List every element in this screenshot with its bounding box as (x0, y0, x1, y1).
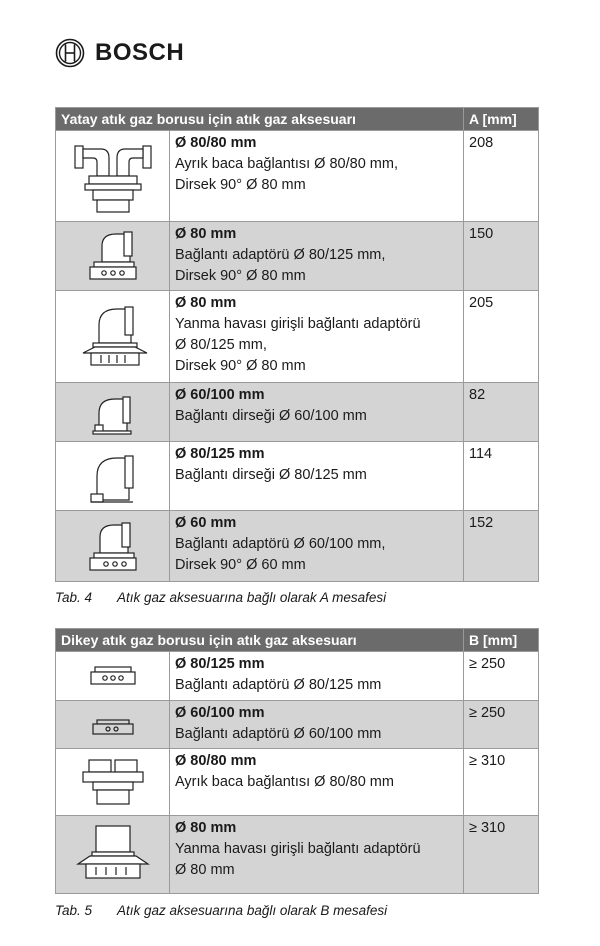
split-flue-connection-vertical-icon (73, 754, 153, 810)
table-row (56, 383, 539, 442)
row-description: Ayrık baca bağlantısı Ø 80/80 mm, Dirsek 90° Ø 80 mm (175, 156, 398, 193)
caption-text: Atık gaz aksesuarına bağlı olarak A mesafesi (117, 590, 387, 605)
table-row (56, 701, 539, 749)
row-value: 205 (464, 291, 539, 383)
table-row (56, 291, 539, 383)
row-description: Bağlantı dirseği Ø 60/100 mm (175, 408, 367, 424)
row-description: Bağlantı adaptörü Ø 80/125 mm (175, 677, 382, 693)
table-row (56, 816, 539, 894)
row-diameter: Ø 80/125 mm (175, 446, 265, 462)
table-vertical-accessories (55, 628, 539, 894)
split-flue-connection-icon (63, 136, 163, 216)
row-diameter: Ø 80 mm (175, 226, 237, 242)
row-description: Bağlantı adaptörü Ø 60/100 mm, Dirsek 90° Ø 60 mm (175, 536, 386, 573)
row-value: ≥ 250 (464, 701, 539, 749)
row-description: Bağlantı dirseği Ø 80/125 mm (175, 467, 367, 483)
bosch-armature-icon (55, 38, 85, 68)
row-diameter: Ø 60/100 mm (175, 387, 265, 403)
caption-label: Tab. 5 (55, 903, 93, 918)
connection-adapter-80-125-icon (83, 661, 143, 691)
table-row (56, 652, 539, 701)
row-value: 82 (464, 383, 539, 442)
row-value: 150 (464, 222, 539, 291)
table-header-value: B [mm] (464, 629, 539, 652)
row-value: ≥ 250 (464, 652, 539, 701)
table-caption (55, 903, 387, 918)
row-description: Yanma havası girişli bağlantı adaptörü Ø 80 mm (175, 841, 421, 878)
row-value: ≥ 310 (464, 749, 539, 816)
row-diameter: Ø 60 mm (175, 515, 237, 531)
row-diameter: Ø 80/125 mm (175, 656, 265, 672)
table-horizontal-accessories (55, 107, 539, 582)
caption-label: Tab. 4 (55, 590, 93, 605)
row-diameter: Ø 80 mm (175, 820, 237, 836)
table-header-value: A [mm] (464, 108, 539, 131)
connection-elbow-60-100-icon (83, 387, 143, 437)
air-intake-adapter-elbow-icon (73, 297, 153, 377)
row-diameter: Ø 80/80 mm (175, 135, 257, 151)
row-diameter: Ø 60/100 mm (175, 705, 265, 721)
row-value: ≥ 310 (464, 816, 539, 894)
row-description: Bağlantı adaptörü Ø 60/100 mm (175, 726, 382, 742)
brand-name: BOSCH (95, 39, 185, 66)
row-diameter: Ø 80 mm (175, 295, 237, 311)
brand-logo (55, 38, 184, 68)
row-value: 208 (464, 131, 539, 222)
table-row (56, 511, 539, 582)
table-row (56, 442, 539, 511)
row-value: 152 (464, 511, 539, 582)
caption-text: Atık gaz aksesuarına bağlı olarak B mesafesi (117, 903, 388, 918)
row-description: Yanma havası girişli bağlantı adaptörü Ø 80/125 mm, Dirsek 90° Ø 80 mm (175, 316, 421, 374)
table-header-description: Dikey atık gaz borusu için atık gaz aksesuarı (56, 629, 464, 652)
row-description: Bağlantı adaptörü Ø 80/125 mm, Dirsek 90° Ø 80 mm (175, 247, 386, 284)
connection-adapter-60-100-icon (83, 710, 143, 740)
table-row (56, 749, 539, 816)
connection-adapter-elbow-60-icon (78, 515, 148, 577)
table-row (56, 222, 539, 291)
connection-adapter-elbow-icon (78, 226, 148, 286)
row-description: Ayrık baca bağlantısı Ø 80/80 mm (175, 774, 394, 790)
row-diameter: Ø 80/80 mm (175, 753, 257, 769)
table-header-description: Yatay atık gaz borusu için atık gaz aksesuarı (56, 108, 464, 131)
table-caption (55, 590, 386, 605)
table-row (56, 131, 539, 222)
row-value: 114 (464, 442, 539, 511)
air-intake-adapter-vertical-icon (68, 822, 158, 888)
connection-elbow-80-125-icon (81, 446, 145, 506)
